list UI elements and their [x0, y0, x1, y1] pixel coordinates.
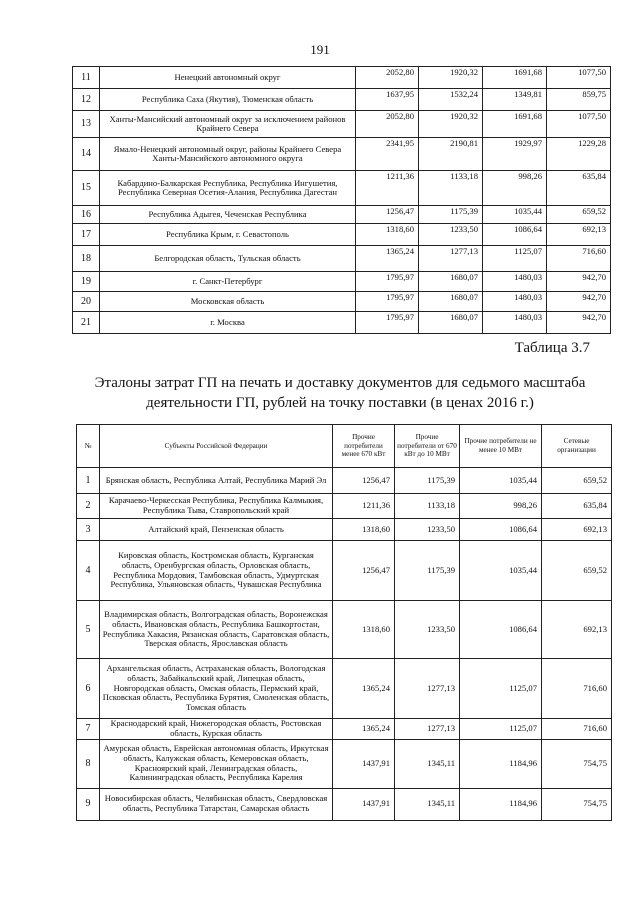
value-cell: 1086,64	[483, 224, 547, 246]
value-cell: 1125,07	[483, 246, 547, 272]
table-row	[77, 659, 612, 719]
value-cell: 659,52	[547, 206, 611, 224]
value-cell: 1480,03	[483, 292, 547, 312]
value-cell: 998,26	[460, 494, 542, 519]
row-number: 6	[77, 659, 100, 719]
value-cell: 1437,91	[333, 739, 395, 788]
value-cell: 1318,60	[333, 601, 395, 659]
row-number: 20	[73, 292, 100, 312]
region-cell: Кировская область, Костромская область, Курганская область, Оренбургская область, Орловская область, Республика Мордовия, Тамбовская область, Удмуртская Республика, Ульяновская область, Чувашская Республика	[100, 541, 333, 601]
region-cell: Карачаево-Черкесская Республика, Республика Калмыкия, Республика Тыва, Ставропольский край	[100, 494, 333, 519]
value-cell: 1680,07	[419, 272, 483, 292]
value-cell: 1211,36	[333, 494, 395, 519]
value-cell: 1920,32	[419, 111, 483, 138]
row-number: 13	[73, 111, 100, 138]
row-number: 4	[77, 541, 100, 601]
value-cell: 1184,96	[460, 788, 542, 820]
value-cell: 754,75	[542, 788, 612, 820]
header-consumers-over-10mw: Прочие потребители не менее 10 МВт	[460, 425, 542, 468]
value-cell: 1133,18	[419, 171, 483, 206]
value-cell: 1175,39	[419, 206, 483, 224]
value-cell: 1691,68	[483, 111, 547, 138]
value-cell: 942,70	[547, 272, 611, 292]
value-cell: 692,13	[542, 601, 612, 659]
value-cell: 1795,97	[356, 312, 419, 334]
value-cell: 1365,24	[333, 719, 395, 740]
region-cell: Ямало-Ненецкий автономный округ, районы Крайнего Севера Ханты-Мансийского автономного округа	[100, 138, 356, 171]
row-number: 15	[73, 171, 100, 206]
value-cell: 1277,13	[419, 246, 483, 272]
header-network-organizations: Сетевые организации	[542, 425, 612, 468]
region-cell: Алтайский край, Пензенская область	[100, 519, 333, 541]
continuation-table	[72, 66, 611, 334]
table-row	[77, 541, 612, 601]
value-cell: 1345,11	[395, 739, 460, 788]
value-cell: 659,52	[542, 541, 612, 601]
value-cell: 1365,24	[333, 659, 395, 719]
value-cell: 1233,50	[419, 224, 483, 246]
row-number: 9	[77, 788, 100, 820]
value-cell: 1795,97	[356, 292, 419, 312]
table-row	[77, 739, 612, 788]
value-cell: 1175,39	[395, 541, 460, 601]
table-row	[73, 312, 611, 334]
page-number: 191	[310, 42, 330, 57]
value-cell: 1133,18	[395, 494, 460, 519]
region-cell: Архангельская область, Астраханская область, Вологодская область, Забайкальский край, Липецкая область, Новгородская область, Омская область, Пермский край, Псковская область, Республика Бурятия, Смоленская область, Томская область	[100, 659, 333, 719]
row-number: 17	[73, 224, 100, 246]
region-cell: Ненецкий автономный округ	[100, 67, 356, 89]
row-number: 7	[77, 719, 100, 740]
value-cell: 635,84	[547, 171, 611, 206]
value-cell: 1532,24	[419, 89, 483, 111]
table-header-row	[77, 425, 612, 468]
row-number: 18	[73, 246, 100, 272]
value-cell: 716,60	[542, 659, 612, 719]
row-number: 8	[77, 739, 100, 788]
row-number: 1	[77, 468, 100, 494]
table-row	[73, 138, 611, 171]
value-cell: 998,26	[483, 171, 547, 206]
table-row	[73, 111, 611, 138]
value-cell: 1035,44	[460, 468, 542, 494]
value-cell: 859,75	[547, 89, 611, 111]
table-row	[73, 224, 611, 246]
value-cell: 692,13	[542, 519, 612, 541]
value-cell: 716,60	[542, 719, 612, 740]
value-cell: 1349,81	[483, 89, 547, 111]
value-cell: 1229,28	[547, 138, 611, 171]
region-cell: Амурская область, Еврейская автономная область, Иркутская область, Калужская область, Кемеровская область, Красноярский край, Ленинградская область, Калининградская область, Республика Карелия	[100, 739, 333, 788]
value-cell: 1480,03	[483, 312, 547, 334]
row-number: 21	[73, 312, 100, 334]
value-cell: 1125,07	[460, 719, 542, 740]
region-cell: г. Санкт-Петербург	[100, 272, 356, 292]
value-cell: 1680,07	[419, 312, 483, 334]
row-number: 19	[73, 272, 100, 292]
row-number: 16	[73, 206, 100, 224]
table-row	[77, 719, 612, 740]
value-cell: 1318,60	[356, 224, 419, 246]
header-consumers-670kw-10mw: Прочие потребители от 670 кВт до 10 МВт	[395, 425, 460, 468]
table-row	[73, 89, 611, 111]
table-row	[73, 67, 611, 89]
table-row	[77, 468, 612, 494]
row-number: 2	[77, 494, 100, 519]
value-cell: 1277,13	[395, 719, 460, 740]
value-cell: 2052,80	[356, 111, 419, 138]
value-cell: 635,84	[542, 494, 612, 519]
row-number: 3	[77, 519, 100, 541]
value-cell: 1920,32	[419, 67, 483, 89]
cost-standards-table	[76, 424, 612, 821]
value-cell: 692,13	[547, 224, 611, 246]
table-label: Таблица 3.7	[514, 340, 590, 356]
region-cell: Кабардино-Балкарская Республика, Республика Ингушетия, Республика Северная Осетия-Алания, Республика Дагестан	[100, 171, 356, 206]
region-cell: Республика Крым, г. Севастополь	[100, 224, 356, 246]
table-row	[73, 171, 611, 206]
value-cell: 1795,97	[356, 272, 419, 292]
value-cell: 1184,96	[460, 739, 542, 788]
value-cell: 1233,50	[395, 519, 460, 541]
table-row	[77, 494, 612, 519]
region-cell: Республика Адыгея, Чеченская Республика	[100, 206, 356, 224]
region-cell: Республика Саха (Якутия), Тюменская область	[100, 89, 356, 111]
region-cell: Московская область	[100, 292, 356, 312]
value-cell: 1480,03	[483, 272, 547, 292]
value-cell: 1086,64	[460, 519, 542, 541]
region-cell: Белгородская область, Тульская область	[100, 246, 356, 272]
value-cell: 1077,50	[547, 111, 611, 138]
header-region: Субъекты Российской Федерации	[100, 425, 333, 468]
value-cell: 1035,44	[483, 206, 547, 224]
table-row	[73, 246, 611, 272]
value-cell: 1086,64	[460, 601, 542, 659]
table-title: Эталоны затрат ГП на печать и доставку документов для седьмого масштаба деятельности ГП, рублей на точку поставки (в ценах 2016 г.)	[94, 375, 586, 411]
value-cell: 942,70	[547, 292, 611, 312]
value-cell: 1680,07	[419, 292, 483, 312]
value-cell: 1256,47	[333, 541, 395, 601]
value-cell: 1256,47	[333, 468, 395, 494]
row-number: 11	[73, 67, 100, 89]
value-cell: 716,60	[547, 246, 611, 272]
value-cell: 659,52	[542, 468, 612, 494]
value-cell: 1318,60	[333, 519, 395, 541]
region-cell: г. Москва	[100, 312, 356, 334]
value-cell: 1691,68	[483, 67, 547, 89]
value-cell: 1175,39	[395, 468, 460, 494]
value-cell: 1256,47	[356, 206, 419, 224]
row-number: 12	[73, 89, 100, 111]
value-cell: 2052,80	[356, 67, 419, 89]
value-cell: 1345,11	[395, 788, 460, 820]
value-cell: 1637,95	[356, 89, 419, 111]
header-consumers-under-670kw: Прочие потребители менее 670 кВт	[333, 425, 395, 468]
value-cell: 1437,91	[333, 788, 395, 820]
region-cell: Новосибирская область, Челябинская область, Свердловская область, Республика Татарстан, Самарская область	[100, 788, 333, 820]
value-cell: 1211,36	[356, 171, 419, 206]
value-cell: 942,70	[547, 312, 611, 334]
table-row	[77, 788, 612, 820]
row-number: 5	[77, 601, 100, 659]
value-cell: 1365,24	[356, 246, 419, 272]
value-cell: 1233,50	[395, 601, 460, 659]
value-cell: 1035,44	[460, 541, 542, 601]
value-cell: 1077,50	[547, 67, 611, 89]
table-row	[73, 292, 611, 312]
row-number: 14	[73, 138, 100, 171]
region-cell: Владимирская область, Волгоградская область, Воронежская область, Ивановская область, Республика Башкортостан, Республика Хакасия, Рязанская область, Саратовская область, Тверская область, Ярославская область	[100, 601, 333, 659]
table-row	[73, 272, 611, 292]
value-cell: 1277,13	[395, 659, 460, 719]
table-row	[77, 601, 612, 659]
value-cell: 754,75	[542, 739, 612, 788]
value-cell: 2190,81	[419, 138, 483, 171]
value-cell: 1929,97	[483, 138, 547, 171]
region-cell: Ханты-Мансийский автономный округ за исключением районов Крайнего Севера	[100, 111, 356, 138]
value-cell: 2341,95	[356, 138, 419, 171]
region-cell: Краснодарский край, Нижегородская область, Ростовская область, Курская область	[100, 719, 333, 740]
value-cell: 1125,07	[460, 659, 542, 719]
region-cell: Брянская область, Республика Алтай, Республика Марий Эл	[100, 468, 333, 494]
header-number: №	[77, 425, 100, 468]
table-row	[77, 519, 612, 541]
table-row	[73, 206, 611, 224]
